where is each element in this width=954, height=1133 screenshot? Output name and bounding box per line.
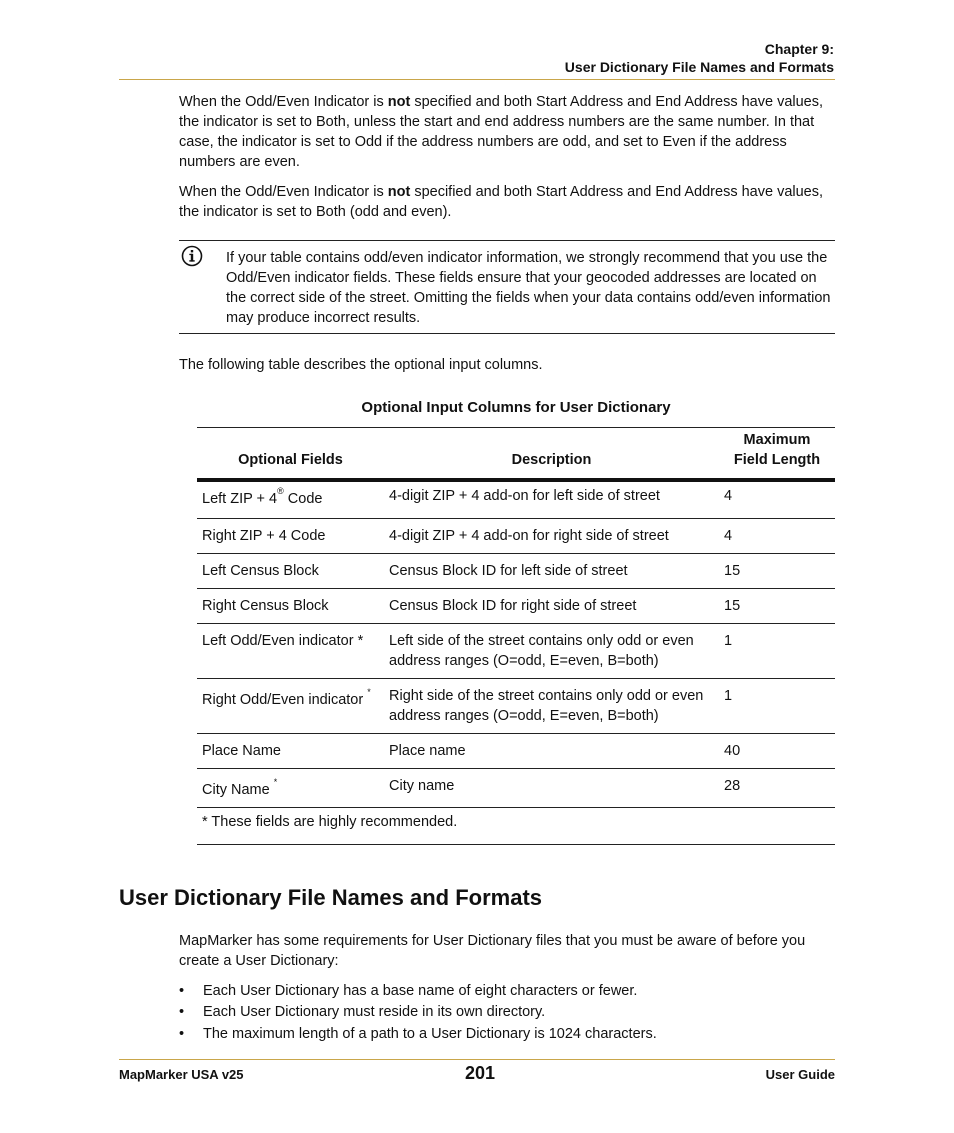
bullet-dot: • (179, 983, 185, 999)
field-name: City Name (202, 782, 274, 798)
description-cell: 4-digit ZIP + 4 add-on for left side of street (384, 480, 719, 519)
length-cell: 40 (719, 734, 835, 769)
page-number: 201 (464, 1063, 496, 1083)
bullet-dot: • (179, 1004, 185, 1020)
table-footnote-row (197, 808, 835, 845)
header-rule (119, 79, 835, 80)
bullet-dot: • (179, 1026, 185, 1042)
description-cell: Census Block ID for left side of street (384, 554, 719, 589)
header-max-line2: Field Length (733, 451, 821, 468)
field-cell: Right Census Block (197, 589, 384, 624)
field-cell: Place Name (197, 734, 384, 769)
length-cell: 15 (719, 589, 835, 624)
running-header-title: User Dictionary File Names and Formats (564, 59, 834, 75)
field-cell: Right ZIP + 4 Code (197, 519, 384, 554)
field-cell (197, 480, 384, 519)
table-row (197, 554, 835, 589)
bullet-text: Each User Dictionary must reside in its own directory. (203, 1004, 546, 1020)
description-cell: Left side of the street contains only odd or even address ranges (O=odd, E=even, B=both) (384, 624, 719, 679)
length-cell: 1 (719, 624, 835, 679)
table-row (197, 624, 835, 679)
field-cell: Left Census Block (197, 554, 384, 589)
p1-text-a: When the Odd/Even Indicator is (179, 94, 388, 110)
paragraph-odd-even-1 (179, 92, 835, 172)
table-row (197, 734, 835, 769)
note-top-rule (179, 240, 835, 241)
p1-text-b: specified and both Start Address and End Address have values, the indicator is set to Both, unless the start and end address numbers are the same number. In that case, the indicator is set to Odd if the address numbers are odd, and set to Even if the address numbers are even. (179, 94, 824, 170)
field-cell (197, 679, 384, 734)
description-cell: Right side of the street contains only odd or even address ranges (O=odd, E=even, B=both) (384, 679, 719, 734)
length-cell: 28 (719, 769, 835, 808)
table-intro: The following table describes the optional input columns. (179, 357, 543, 373)
p2-text-b: specified and both Start Address and End Address have values, the indicator is set to Both (odd and even). (179, 184, 824, 220)
field-suffix: Code (283, 490, 323, 507)
footer-guide: User Guide (765, 1067, 835, 1082)
length-cell: 15 (719, 554, 835, 589)
optional-input-columns-table (197, 427, 835, 845)
description-cell: City name (384, 769, 719, 808)
note-bottom-rule (179, 333, 835, 334)
length-cell: 4 (719, 480, 835, 519)
section-heading: User Dictionary File Names and Formats (119, 885, 543, 910)
asterisk-mark: * (273, 777, 278, 788)
table-row (197, 519, 835, 554)
table-row (197, 480, 835, 519)
paragraph-odd-even-2 (179, 182, 835, 222)
table-row (197, 589, 835, 624)
field-name: Right Odd/Even indicator (202, 692, 368, 708)
table-row (197, 769, 835, 808)
field-cell: Left Odd/Even indicator * (197, 624, 384, 679)
description-cell: Place name (384, 734, 719, 769)
section-intro: MapMarker has some requirements for User Dictionary files that you must be aware of before you create a User Dictionary: (179, 933, 806, 969)
chapter-label: Chapter 9: (764, 41, 834, 57)
field-cell (197, 769, 384, 808)
bullet-text: Each User Dictionary has a base name of eight characters or fewer. (203, 983, 638, 999)
note-text: If your table contains odd/even indicator information, we strongly recommend that you use the Odd/Even indicator fields. These fields ensure that your geocoded addresses are located on the correct side of the street. Omitting the fields when your data contains odd/even information may produce incorrect results. (226, 250, 831, 326)
header-max-line1: Maximum (743, 431, 811, 448)
description-cell: Census Block ID for right side of street (384, 589, 719, 624)
table-header-row (197, 428, 835, 480)
header-description: Description (511, 451, 592, 468)
footer-rule (119, 1059, 835, 1060)
header-optional-fields: Optional Fields (238, 451, 343, 468)
length-cell: 1 (719, 679, 835, 734)
bullet-text: The maximum length of a path to a User Dictionary is 1024 characters. (203, 1026, 657, 1042)
length-cell: 4 (719, 519, 835, 554)
table-row (197, 679, 835, 734)
p2-bold: not (387, 184, 411, 200)
p2-text-a: When the Odd/Even Indicator is (179, 184, 388, 200)
registered-mark: ® (277, 485, 284, 496)
field-name: Left ZIP + 4 (202, 490, 278, 507)
p1-bold: not (387, 94, 411, 110)
table-title: Optional Input Columns for User Dictionary (361, 399, 671, 416)
asterisk-mark: * (367, 687, 371, 698)
description-cell: 4-digit ZIP + 4 add-on for right side of street (384, 519, 719, 554)
table-footnote: * These fields are highly recommended. (197, 808, 835, 845)
footer-product: MapMarker USA v25 (119, 1067, 244, 1082)
info-icon (181, 245, 203, 267)
header-max-field-length (719, 428, 835, 480)
